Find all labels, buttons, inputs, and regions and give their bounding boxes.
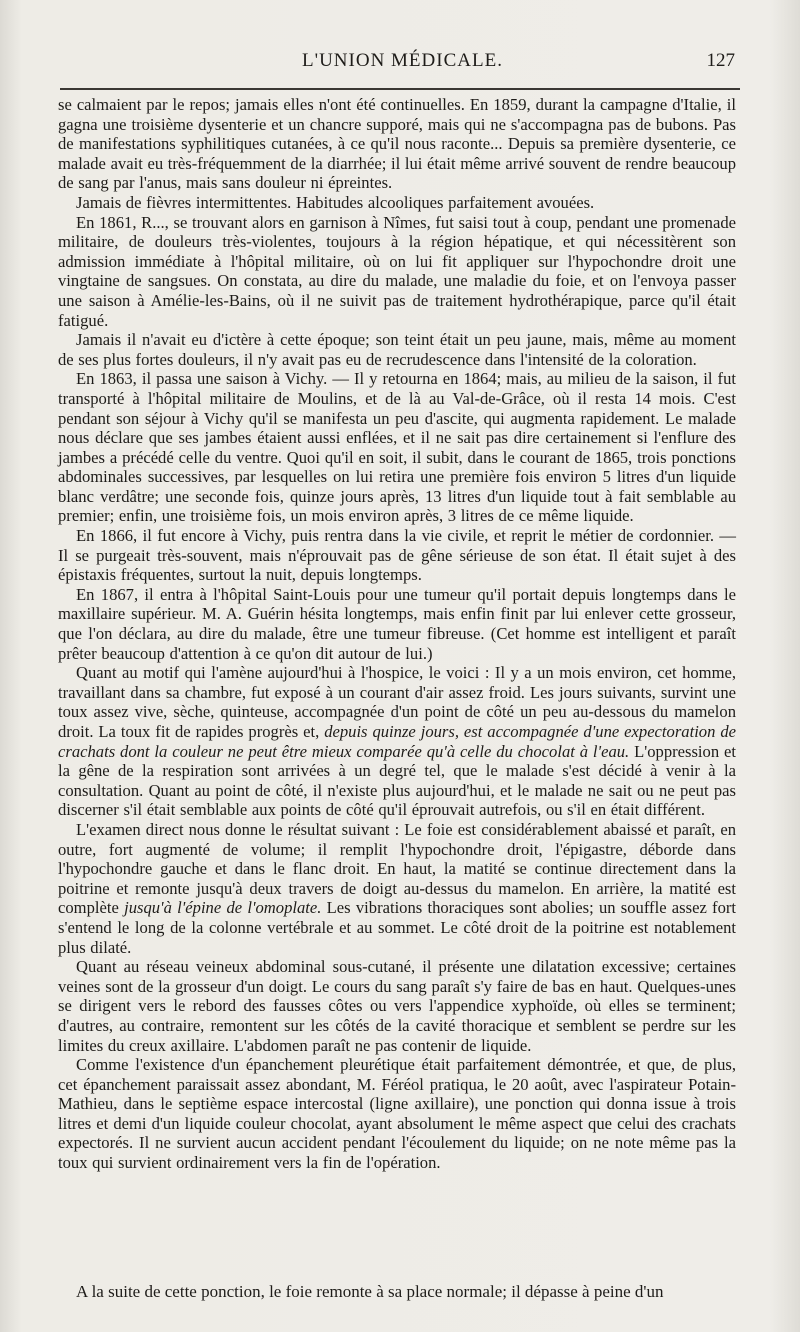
- paragraph: [58, 663, 736, 820]
- paragraph: Jamais de fièvres intermittentes. Habitudes alcooliques parfaitement avouées.: [76, 192, 595, 212]
- page-number: 127: [706, 50, 735, 71]
- paragraph: En 1866, il fut encore à Vichy, puis rentra dans la vie civile, et reprit le métier de cordonnier. — Il se purgeait très-souvent, mais n'éprouvait pas de gêne sérieuse de son état. Il était sujet à des épistaxis fréquentes, surtout la nuit, depuis longtemps.: [58, 526, 736, 585]
- paragraph-text: L'examen direct nous donne le résultat suivant : Le foie est considérablement abaissé et paraît, en outre, fort augmenté de volume; il remplit l'hypochondre droit, l'épigastre, déborde dans l'hypochondre gauche et dans le flanc droit. En haut, la matité se continue directement dans la poitrine et remonte jusqu'à deux travers de doigt au-dessus du mamelon. En arrière, la matité est complète: [58, 819, 736, 918]
- paragraph-text: Quant au motif qui l'amène aujourd'hui à l'hospice, le voici : Il y a un mois environ, cet homme, travaillant dans sa chambre, fut exposé à un courant d'air assez froid. Les jours suivants, survint une toux assez vive, sèche, quinteuse, accompagnée d'un point de côté un peu au-dessous du mamelon droit. La toux fit de rapides progrès et,: [58, 663, 736, 741]
- paragraph: En 1863, il passa une saison à Vichy. — Il y retourna en 1864; mais, au milieu de la saison, il fut transporté à l'hôpital militaire de Moulins, et de là au Val-de-Grâce, où il resta 14 mois. C'est pendant son séjour à Vichy qu'il se manifesta un peu d'ascite, qui augmenta rapidement. Le malade nous déclare que ses jambes étaient aussi enflées, et il ne sait pas dire certainement si l'enflure des jambes a précédé celle du ventre. Quoi qu'il en soit, il subit, dans le courant de 1865, trois ponctions abdominales successives, par lesquelles on lui retira une première fois environ 5 litres d'un liquide blanc verdâtre; une seconde fois, quinze jours après, 13 litres d'un liquide tout à fait semblable au premier; enfin, une troisième fois, un mois environ après, 3 litres de ce même liquide.: [58, 369, 736, 526]
- paragraph: se calmaient par le repos; jamais elles n'ont été continuelles. En 1859, durant la campagne d'Italie, il gagna une troisième dysenterie et un chancre supporé, mais qui ne s'accompagna pas de bubons. Pas de manifestations syphilitiques cutanées, à ce qu'il nous raconte... Depuis sa première dysenterie, ce malade avait eu très-fréquemment de la diarrhée; il lui était même arrivé souvent de rendre beaucoup de sang par l'anus, mais sans douleur ni épreintes.: [58, 95, 736, 193]
- paragraph: Jamais il n'avait eu d'ictère à cette époque; son teint était un peu jaune, mais, même au moment de ses plus fortes douleurs, il n'y avait pas eu de recrudescence dans l'intensité de la coloration.: [58, 330, 736, 369]
- paragraph: Comme l'existence d'un épanchement pleurétique était parfaitement démontrée, et que, de plus, cet épanchement paraissait assez abondant, M. Féréol pratiqua, le 20 août, avec l'aspirateur Potain-Mathieu, dans le septième espace intercostal (ligne axillaire), une ponction qui donna issue à trois litres et demi d'un liquide couleur chocolat, ayant absolument le même aspect que celui des crachats expectorés. Il ne survient aucun accident pendant l'écoulement du liquide; on ne note même pas la toux qui survient ordinairement vers la fin de l'opération.: [58, 1055, 736, 1173]
- paragraph: [58, 820, 736, 957]
- article-body: [58, 95, 736, 1173]
- italic-phrase: jusqu'à l'épine de l'omoplate.: [124, 898, 322, 918]
- italic-phrase: depuis quinze jours, est accompagnée d'une expectoration de crachats dont la couleur ne peut être mieux comparée qu'à celle du chocolat à l'eau.: [58, 722, 736, 761]
- paragraph: En 1867, il entra à l'hôpital Saint-Louis pour une tumeur qu'il portait depuis longtemps dans le maxillaire supérieur. M. A. Guérin hésita longtemps, mais enfin finit par lui enlever cette grosseur, que l'on déclara, au dire du malade, être une tumeur fibreuse. (Cet homme est intelligent et paraît prêter beaucoup d'attention à ce qu'on dit autour de lui.): [58, 584, 736, 663]
- paragraph: Quant au réseau veineux abdominal sous-cutané, il présente une dilatation excessive; certaines veines sont de la grosseur d'un doigt. Le cours du sang paraît s'y faire de bas en haut. Quelques-unes se dirigent vers le rebord des fausses côtes ou vers l'appendice xyphoïde, où elles se terminent; d'autres, au contraire, remontent sur les côtés de la cavité thoracique et semblent se perdre sur les limites du creux axillaire. L'abdomen paraît ne pas contenir de liquide.: [58, 957, 736, 1055]
- paragraph-text: Les vibrations thoraciques sont abolies; un souffle assez fort s'entend le long de la colonne vertébrale et au sommet. Le côté droit de la poitrine est notablement plus dilaté.: [58, 898, 736, 957]
- page-header: [70, 48, 735, 78]
- paragraph: En 1861, R..., se trouvant alors en garnison à Nîmes, fut saisi tout à coup, pendant une promenade militaire, de douleurs très-violentes, toujours à la région hépatique, et qui nécessitèrent son admission immédiate à l'hôpital militaire, où on lui fit appliquer sur l'hypochondre droit une vingtaine de sangsues. On constata, au dire du malade, une maladie du foie, et on l'envoya passer une saison à Amélie-les-Bains, où il ne suivit pas de traitement hydrothérapique, parce qu'il était fatigué.: [58, 212, 736, 330]
- header-rule: [60, 88, 740, 90]
- running-title: L'UNION MÉDICALE.: [302, 50, 503, 71]
- last-line: A la suite de cette ponction, le foie remonte à sa place normale; il dépasse à peine d'un: [76, 1282, 664, 1301]
- paragraph-text: L'oppression et la gêne de la respiration sont arrivées à un degré tel, que le malade s'est décidé à venir à la consultation. Quant au point de côté, il n'existe plus aujourd'hui, et le malade ne sait ou ne peut pas discerner s'il était semblable aux points de côté qu'il éprouvait autrefois, ou s'il en était différent.: [58, 741, 736, 820]
